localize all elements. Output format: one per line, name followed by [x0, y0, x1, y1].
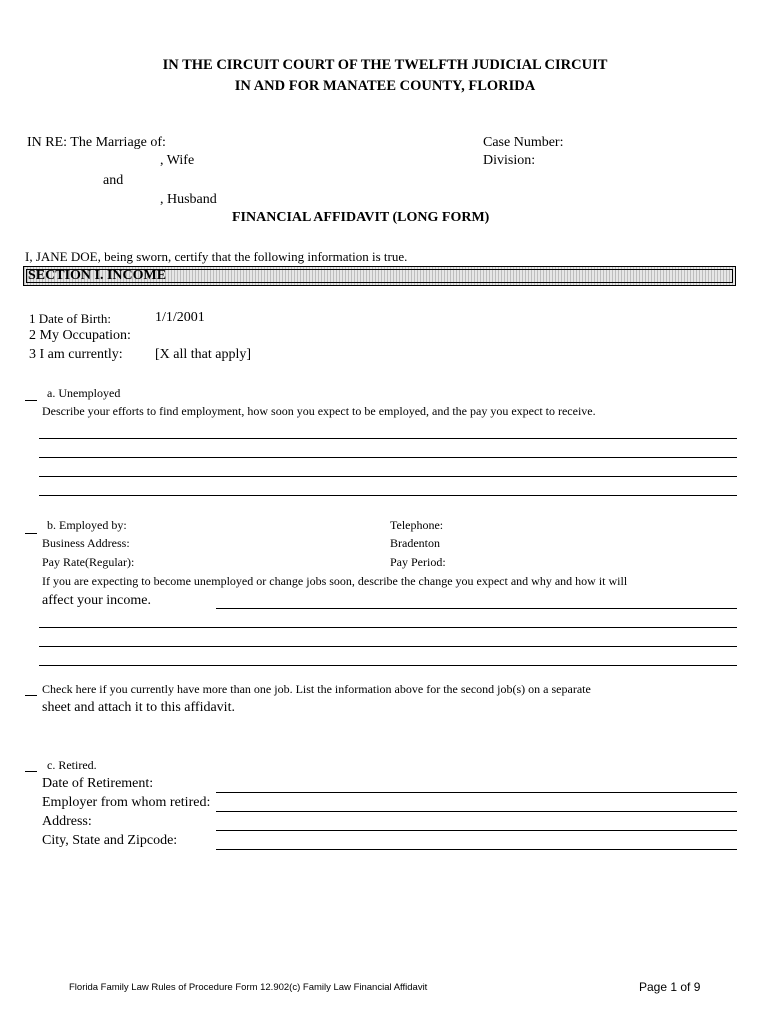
wife-label: , Wife	[160, 153, 195, 168]
telephone-label: Telephone:	[390, 518, 444, 532]
court-heading-line2: IN AND FOR MANATEE COUNTY, FLORIDA	[234, 78, 536, 94]
retired-address-label: Address:	[42, 814, 92, 829]
employed-checkbox[interactable]	[25, 533, 37, 534]
form-title: FINANCIAL AFFIDAVIT (LONG FORM)	[232, 210, 490, 225]
job-change-answer-line-4[interactable]	[39, 665, 737, 666]
retired-employer-line[interactable]	[216, 811, 737, 812]
footer-page-number: Page 1 of 9	[639, 980, 701, 994]
retired-label: c. Retired.	[47, 758, 97, 772]
job-change-answer-line-1[interactable]	[216, 608, 737, 609]
multiple-jobs-text-line1: Check here if you currently have more than one job. List the information above for the second job(s) on a separate	[42, 682, 591, 696]
occupation-label: 2 My Occupation:	[29, 328, 131, 343]
case-number-label: Case Number:	[483, 135, 564, 150]
husband-label: , Husband	[160, 192, 217, 207]
section-1-title: SECTION I. INCOME	[28, 268, 167, 283]
pay-rate-label: Pay Rate(Regular):	[42, 555, 135, 569]
in-re-label: IN RE: The Marriage of:	[27, 135, 166, 150]
job-change-answer-line-2[interactable]	[39, 627, 737, 628]
job-change-description-line2: affect your income.	[42, 593, 151, 608]
unemployed-checkbox[interactable]	[25, 400, 37, 401]
court-heading-line1: IN THE CIRCUIT COURT OF THE TWELFTH JUDICIAL CIRCUIT	[162, 57, 608, 73]
retired-address-line[interactable]	[216, 830, 737, 831]
unemployed-answer-line-3[interactable]	[39, 476, 737, 477]
job-change-answer-line-3[interactable]	[39, 646, 737, 647]
all-that-apply-note: [X all that apply]	[155, 347, 252, 362]
retired-city-line[interactable]	[216, 849, 737, 850]
unemployed-answer-line-1[interactable]	[39, 438, 737, 439]
retirement-date-label: Date of Retirement:	[42, 776, 154, 791]
pay-period-label: Pay Period:	[390, 555, 446, 569]
oath-statement: I, JANE DOE, being sworn, certify that the following information is true.	[25, 249, 408, 264]
footer-form-name: Florida Family Law Rules of Procedure Form 12.902(c) Family Law Financial Affidavit	[69, 982, 428, 993]
business-city-value: Bradenton	[390, 536, 440, 550]
date-of-birth-value: 1/1/2001	[155, 310, 205, 325]
business-address-label: Business Address:	[42, 536, 130, 550]
unemployed-answer-line-2[interactable]	[39, 457, 737, 458]
retired-employer-label: Employer from whom retired:	[42, 795, 211, 810]
division-label: Division:	[483, 153, 536, 168]
retired-city-label: City, State and Zipcode:	[42, 833, 178, 848]
section-1-header	[23, 266, 736, 286]
retirement-date-line[interactable]	[216, 792, 737, 793]
multiple-jobs-text-line2: sheet and attach it to this affidavit.	[42, 700, 235, 715]
and-label: and	[103, 173, 124, 188]
retired-checkbox[interactable]	[25, 771, 37, 772]
multiple-jobs-checkbox[interactable]	[25, 695, 37, 696]
unemployed-description: Describe your efforts to find employment, how soon you expect to be employed, and the pay you expect to receive.	[42, 404, 596, 418]
unemployed-answer-line-4[interactable]	[39, 495, 737, 496]
employed-by-label: b. Employed by:	[47, 518, 127, 532]
date-of-birth-label: 1 Date of Birth:	[29, 311, 111, 326]
currently-label: 3 I am currently:	[29, 347, 123, 362]
unemployed-label: a. Unemployed	[47, 386, 121, 400]
job-change-description-line1: If you are expecting to become unemployed or change jobs soon, describe the change you expect and why and how it will	[42, 574, 628, 588]
